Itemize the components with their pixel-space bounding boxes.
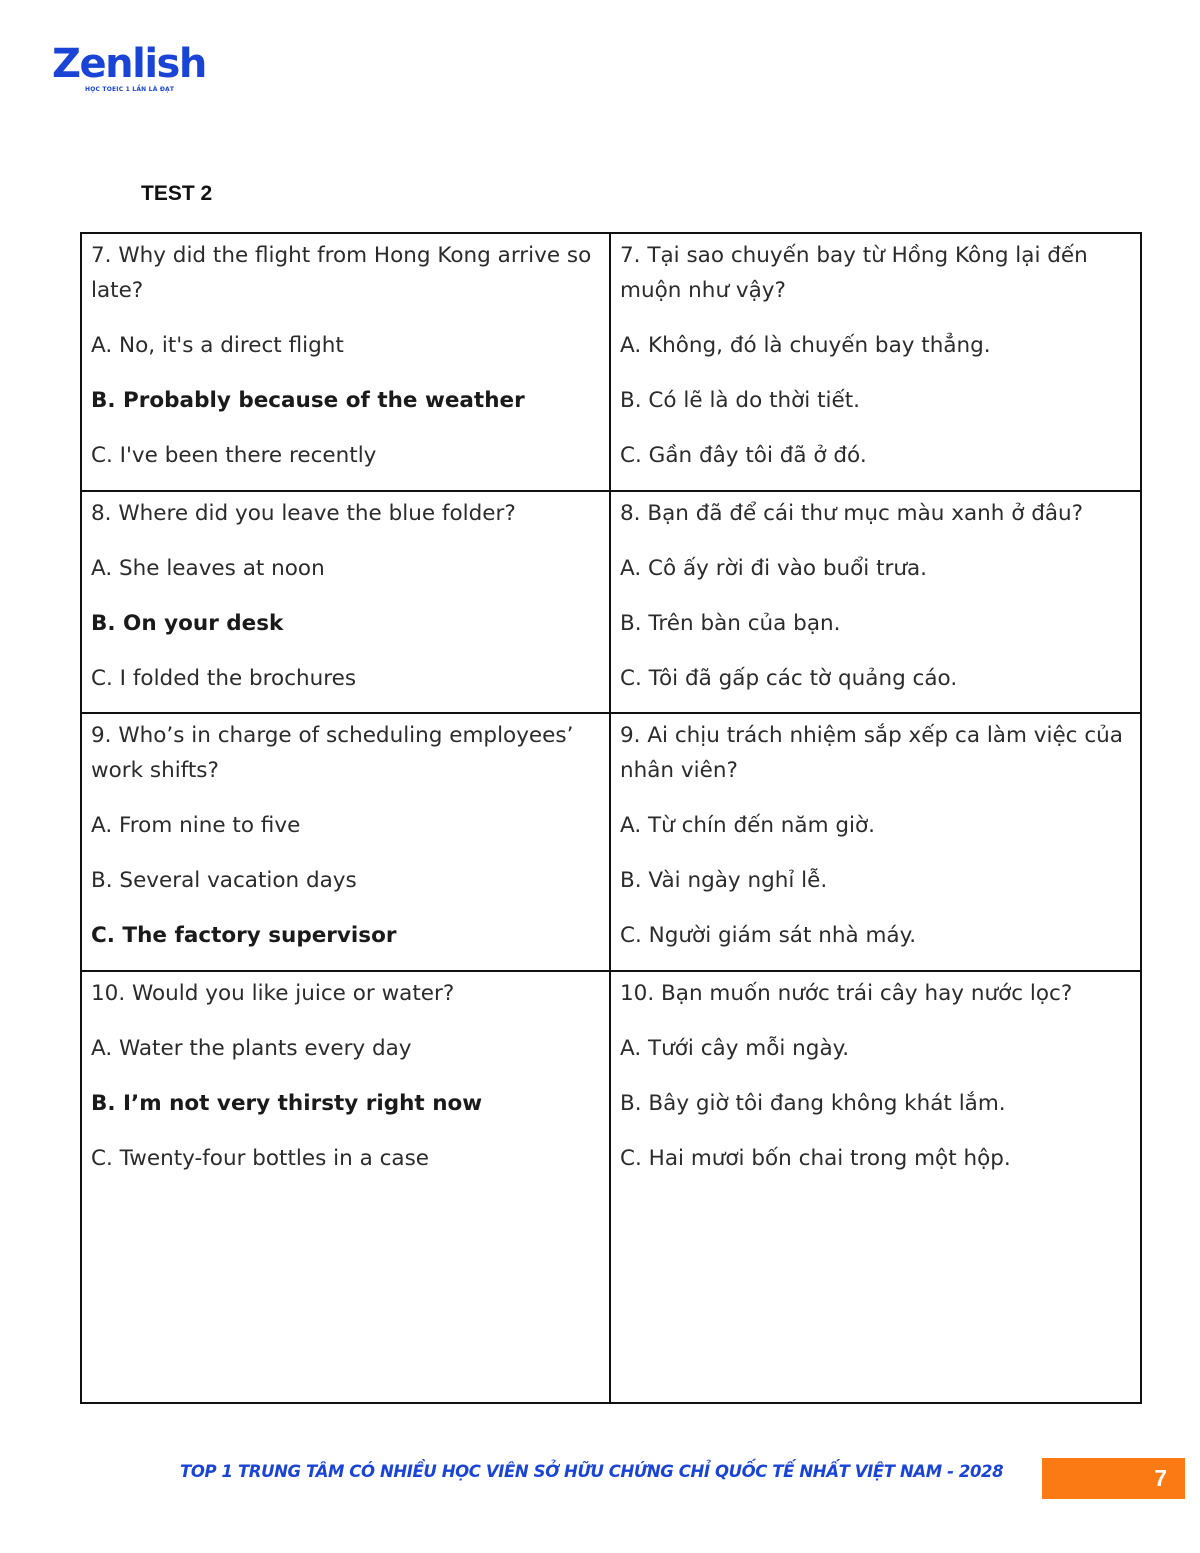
english-cell-q8: [82, 492, 611, 714]
option-a-translation: A. Tưới cây mỗi ngày.: [620, 1036, 850, 1061]
option-a: A. She leaves at noon: [91, 556, 325, 581]
question-text: 8. Where did you leave the blue folder?: [91, 501, 516, 526]
option-c: C. I folded the brochures: [91, 666, 357, 691]
vietnamese-cell-q8: [611, 492, 1140, 714]
option-b: B. Several vacation days: [91, 868, 357, 893]
vietnamese-cell-q9: [611, 714, 1140, 972]
question-text: 9. Who’s in charge of scheduling employees’ work shifts?: [91, 723, 574, 783]
option-a-translation: A. Từ chín đến năm giờ.: [620, 813, 875, 838]
question-translation: 9. Ai chịu trách nhiệm sắp xếp ca làm việc của nhân viên?: [620, 723, 1123, 783]
brand-name: Zenlish: [52, 41, 206, 87]
option-c-correct: C. The factory supervisor: [91, 923, 397, 948]
option-b-translation: B. Trên bàn của bạn.: [620, 611, 841, 636]
vietnamese-cell-q7: [611, 234, 1140, 492]
option-b-correct: B. On your desk: [91, 611, 284, 636]
option-c: C. Twenty-four bottles in a case: [91, 1146, 430, 1171]
page-number-badge: [1042, 1458, 1185, 1499]
option-b-translation: B. Có lẽ là do thời tiết.: [620, 388, 860, 413]
option-a: A. No, it's a direct flight: [91, 333, 344, 358]
question-table: [80, 232, 1142, 1404]
option-b-correct: B. I’m not very thirsty right now: [91, 1091, 483, 1116]
footer-slogan: TOP 1 TRUNG TÂM CÓ NHIỀU HỌC VIÊN SỞ HỮU CHỨNG CHỈ QUỐC TẾ NHẤT VIỆT NAM - 2028: [180, 1462, 1004, 1481]
english-cell-q7: [82, 234, 611, 492]
option-a: A. Water the plants every day: [91, 1036, 412, 1061]
question-translation: 8. Bạn đã để cái thư mục màu xanh ở đâu?: [620, 501, 1084, 526]
option-a-translation: A. Cô ấy rời đi vào buổi trưa.: [620, 556, 928, 581]
question-text: 10. Would you like juice or water?: [91, 981, 455, 1006]
vietnamese-cell-q10: [611, 972, 1140, 1402]
option-b-translation: B. Bây giờ tôi đang không khát lắm.: [620, 1091, 1006, 1116]
english-cell-q9: [82, 714, 611, 972]
english-cell-q10: [82, 972, 611, 1402]
page-title: TEST 2: [141, 182, 213, 205]
question-translation: 7. Tại sao chuyến bay từ Hồng Kông lại đến muộn như vậy?: [620, 243, 1088, 303]
brand-tagline: HỌC TOEIC 1 LẦN LÀ ĐẠT: [85, 86, 175, 93]
question-text: 7. Why did the flight from Hong Kong arrive so late?: [91, 243, 592, 303]
option-c-translation: C. Người giám sát nhà máy.: [620, 923, 917, 948]
option-c-translation: C. Hai mươi bốn chai trong một hộp.: [620, 1146, 1011, 1171]
option-c-translation: C. Tôi đã gấp các tờ quảng cáo.: [620, 666, 958, 691]
brand-logo: [52, 42, 206, 93]
question-translation: 10. Bạn muốn nước trái cây hay nước lọc?: [620, 981, 1073, 1006]
option-b-translation: B. Vài ngày nghỉ lễ.: [620, 868, 828, 893]
option-c: C. I've been there recently: [91, 443, 377, 468]
option-a-translation: A. Không, đó là chuyến bay thẳng.: [620, 333, 991, 358]
option-c-translation: C. Gần đây tôi đã ở đó.: [620, 443, 867, 468]
page-number: 7: [1154, 1465, 1167, 1491]
option-a: A. From nine to five: [91, 813, 301, 838]
option-b-correct: B. Probably because of the weather: [91, 388, 525, 413]
